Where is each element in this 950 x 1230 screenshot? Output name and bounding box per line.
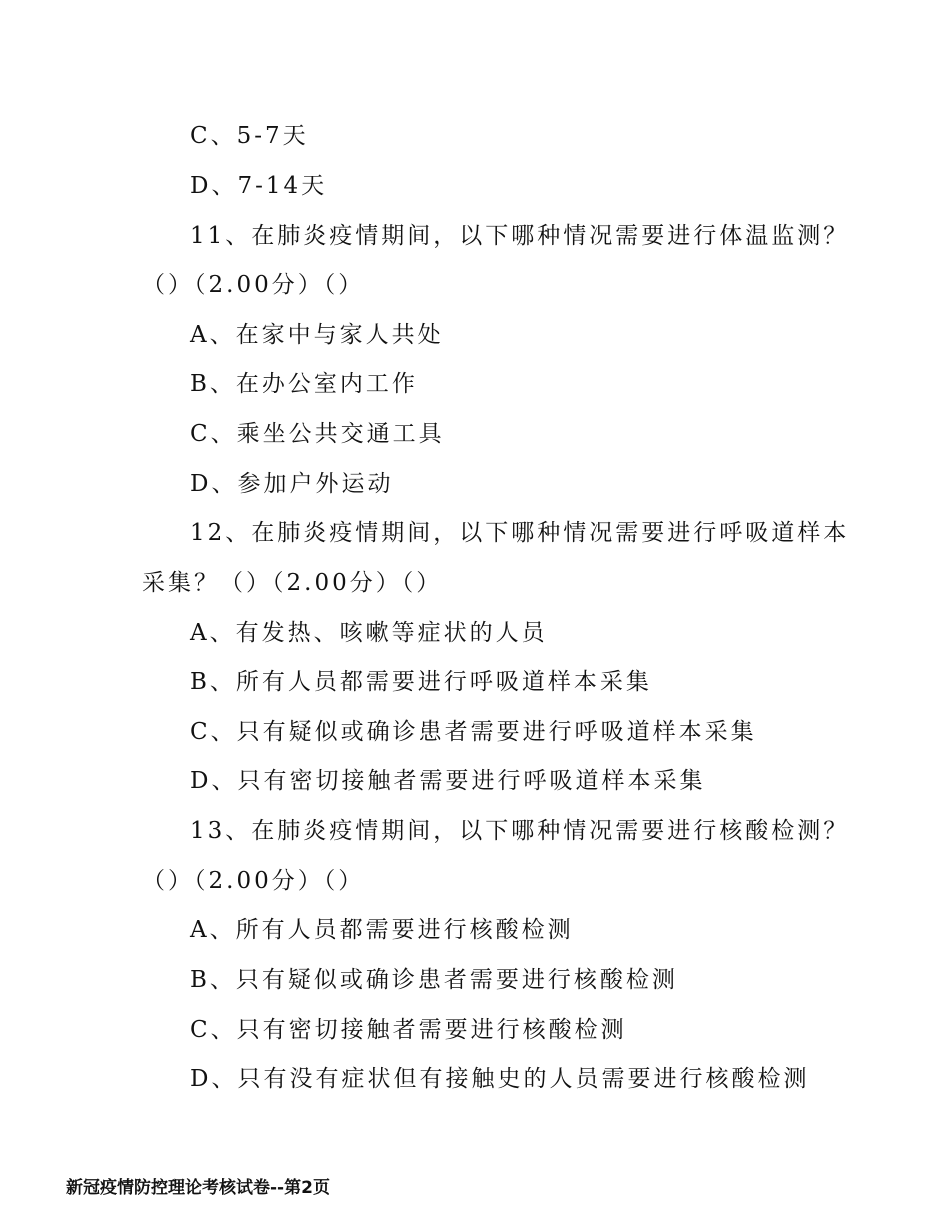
q11-option-a: A、在家中与家人共处	[190, 322, 444, 348]
q13-option-d: D、只有没有症状但有接触史的人员需要进行核酸检测	[190, 1066, 810, 1092]
q13-option-b: B、只有疑似或确诊患者需要进行核酸检测	[190, 967, 678, 993]
q13-option-c: C、只有密切接触者需要进行核酸检测	[190, 1017, 627, 1043]
q11-option-d: D、参加户外运动	[190, 471, 394, 497]
q12-option-a: A、有发热、咳嗽等症状的人员	[190, 620, 548, 646]
q12-stem-line1: 12、在肺炎疫情期间，以下哪种情况需要进行呼吸道样本	[190, 520, 850, 546]
q12-option-b: B、所有人员都需要进行呼吸道样本采集	[190, 669, 652, 695]
q12-stem-line2: 采集？（）（2.00分）（）	[142, 570, 443, 596]
q10-option-c: C、5-7天	[190, 123, 309, 149]
q13-stem-line1: 13、在肺炎疫情期间，以下哪种情况需要进行核酸检测？	[190, 818, 850, 844]
q11-option-b: B、在办公室内工作	[190, 371, 418, 397]
q12-option-d: D、只有密切接触者需要进行呼吸道样本采集	[190, 768, 706, 794]
q12-option-c: C、只有疑似或确诊患者需要进行呼吸道样本采集	[190, 719, 757, 745]
q11-stem-line2: （）（2.00分）（）	[142, 272, 365, 298]
q11-option-c: C、乘坐公共交通工具	[190, 421, 445, 447]
q13-option-a: A、所有人员都需要进行核酸检测	[190, 917, 574, 943]
page-footer: 新冠疫情防控理论考核试卷--第2页	[66, 1178, 330, 1198]
q11-stem-line1: 11、在肺炎疫情期间，以下哪种情况需要进行体温监测？	[190, 223, 850, 249]
q10-option-d: D、7-14天	[190, 173, 328, 199]
q13-stem-line2: （）（2.00分）（）	[142, 868, 365, 894]
